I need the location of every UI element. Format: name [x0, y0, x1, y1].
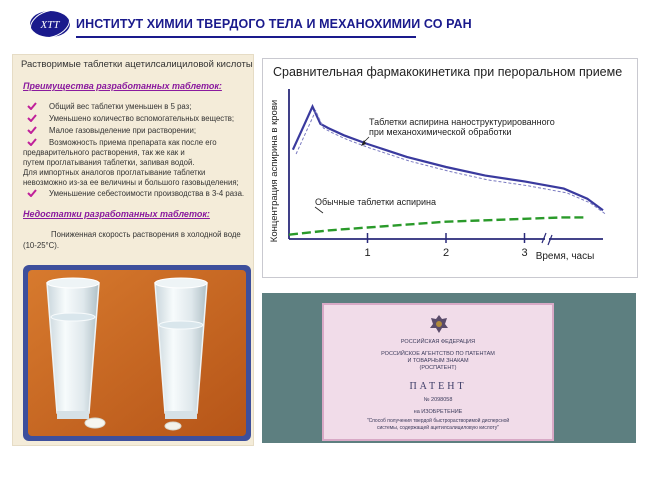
advantage-item: Уменьшение себестоимости производства в 3-4 раза.	[49, 189, 245, 198]
advantages-heading: Преимущества разработанных таблеток:	[23, 81, 222, 91]
checkmark-icon	[27, 138, 37, 146]
advantage-item: Уменьшено количество вспомогательных веществ;	[49, 114, 235, 123]
institute-logo-icon	[28, 9, 72, 39]
glasses-photo	[23, 265, 251, 441]
patent-number: № 2098058	[423, 397, 453, 403]
patent-description-2: системы, содержащей ацетилсалициловую кислоту"	[376, 425, 499, 431]
patent-description-1: "Способ получения твердой быстрорастворимой дисперсной	[366, 418, 510, 424]
series-line-regular	[289, 217, 587, 234]
patent-document	[322, 303, 554, 441]
annotation-nano-2: при механохимической обработки	[369, 127, 512, 137]
pharmacokinetics-chart	[262, 58, 638, 278]
checkmark-icon	[27, 126, 37, 134]
y-axis-label: Концентрация аспирина в крови	[269, 99, 280, 243]
patent-title: ПАТЕНТ	[409, 381, 467, 392]
disadvantages-heading: Недостатки разработанных таблеток:	[23, 209, 210, 219]
panel-title: Растворимые таблетки ацетилсалициловой кислоты	[21, 59, 253, 70]
logo-text: ХТТ	[40, 19, 60, 31]
annotation-pointer	[315, 207, 323, 213]
checkmark-icon	[27, 102, 37, 110]
axis-break-icon	[542, 233, 552, 245]
advantage-item: путем проглатывания таблетки, запивая водой.	[23, 158, 195, 167]
patent-agency-2: И ТОВАРНЫМ ЗНАКАМ	[407, 358, 469, 364]
chart-title: Сравнительная фармакокинетика при пероральном приеме	[273, 65, 623, 79]
checkmark-icon	[27, 189, 37, 197]
tablets-info-panel	[12, 54, 254, 446]
advantage-item: Общий вес таблетки уменьшен в 5 раз;	[49, 102, 192, 111]
advantage-item: Возможность приема препарата как после его	[49, 138, 217, 147]
patent-photo-panel	[262, 293, 636, 443]
coat-of-arms-icon	[428, 313, 450, 335]
annotation-regular: Обычные таблетки аспирина	[315, 197, 436, 207]
advantage-item: Малое газовыделение при растворении;	[49, 126, 197, 135]
x-tick-label: 2	[442, 247, 450, 259]
disadvantage-item: Пониженная скорость растворения в холодной воде	[51, 230, 241, 239]
annotation-nano-1: Таблетки аспирина наноструктурированного	[369, 117, 555, 127]
institute-title: ИНСТИТУТ ХИМИИ ТВЕРДОГО ТЕЛА И МЕХАНОХИМИИ СО РАН	[76, 17, 472, 31]
patent-agency: РОССИЙСКОЕ АГЕНТСТВО ПО ПАТЕНТАМ	[381, 351, 495, 357]
advantage-item: Для импортных аналогов проглатывание таблетки	[23, 168, 206, 177]
chart-canvas	[263, 59, 637, 277]
page-header	[0, 0, 648, 48]
checkmark-icon	[27, 114, 37, 122]
x-axis-label: Время, часы	[535, 251, 595, 262]
advantage-item: предварительного растворения, так же как и	[23, 148, 185, 157]
x-tick-label: 1	[364, 247, 371, 259]
x-tick-label: 3	[521, 247, 528, 259]
advantage-item: невозможно из-за ее величины и большого газовыделения;	[23, 178, 239, 187]
patent-country: РОССИЙСКАЯ ФЕДЕРАЦИЯ	[400, 339, 476, 345]
header-underline	[76, 36, 416, 38]
patent-invention: на ИЗОБРЕТЕНИЕ	[413, 409, 463, 415]
patent-agency-3: (РОСПАТЕНТ)	[419, 365, 457, 371]
disadvantage-item: (10-25°С).	[23, 241, 60, 250]
